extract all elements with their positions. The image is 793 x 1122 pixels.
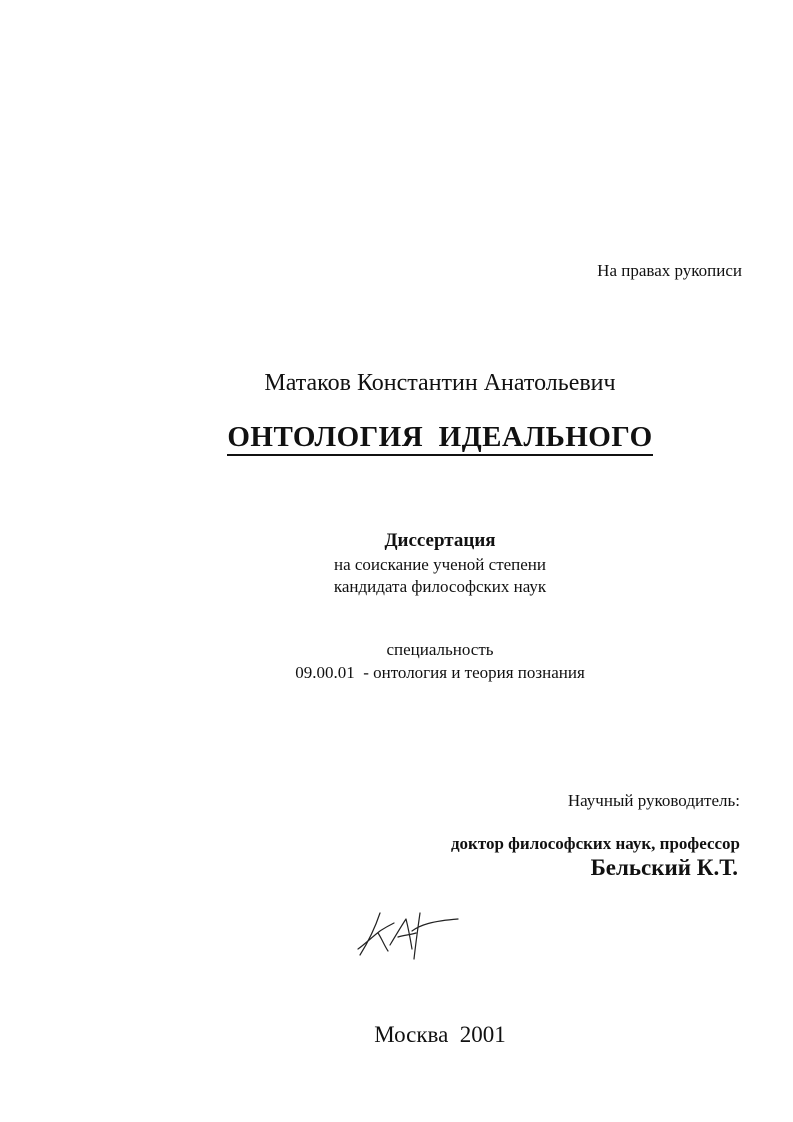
dissertation-heading: Диссертация — [384, 530, 496, 551]
author-name: Матаков Константин Анатольевич — [264, 370, 616, 396]
specialty-value: 09.00.01 - онтология и теория познания — [295, 663, 585, 682]
dissertation-title-text: ОНТОЛОГИЯ ИДЕАЛЬНОГО — [227, 421, 652, 456]
degree-line-1: на соискание ученой степени — [333, 555, 547, 574]
handwritten-signature-icon — [350, 905, 460, 965]
advisor-name: Бельский К.Т. — [590, 855, 738, 880]
specialty-label: специальность — [386, 640, 494, 659]
advisor-degree: доктор философских наук, профессор — [450, 834, 740, 853]
degree-line-2: кандидата философских наук — [333, 577, 547, 596]
manuscript-rights-note: На правах рукописи — [597, 261, 742, 280]
advisor-label: Научный руководитель: — [567, 791, 740, 810]
city-and-year: Москва 2001 — [374, 1022, 506, 1047]
dissertation-title — [0, 421, 793, 454]
